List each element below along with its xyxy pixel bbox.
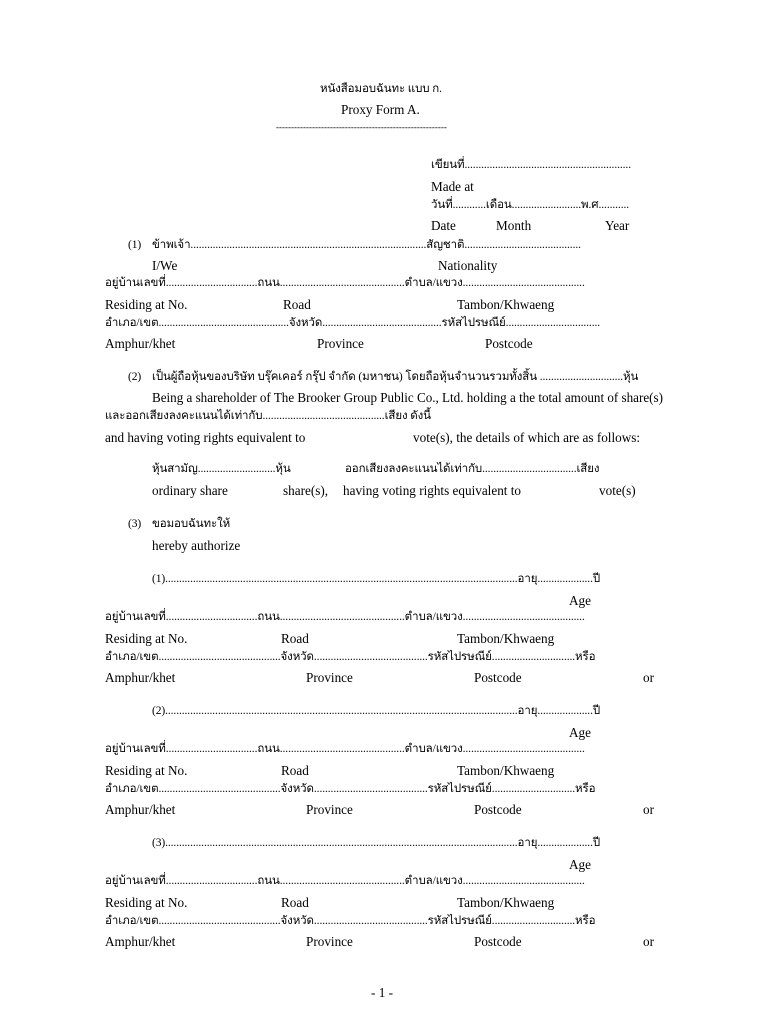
written-at-field[interactable]: เขียนที่............................................................ [431,159,631,171]
name-nationality-field[interactable]: ข้าพเจ้า.....................................................................................สัญชาติ.......................................... [152,239,581,251]
voting-rights-field[interactable]: และออกเสียงลงคะแนนได้เท่ากับ............................................เสียง ดังนี้ [105,410,431,422]
proxy-1-or-label: or [643,670,654,685]
proxy-2-amphur-label: Amphur/khet [105,802,176,817]
proxy-3-postcode-label: Postcode [474,934,522,949]
votes-details-label: vote(s), the details of which are as follows: [413,430,641,445]
address-row-field[interactable]: อยู่บ้านเลขที่.................................ถนน.............................................ตำบล/แขวง............................................ [105,277,585,289]
proxy-3-age-label: Age [569,857,591,872]
shareholder-text-en: Being a shareholder of The Brooker Group Public Co., Ltd. holding a the total amount of share(s) [152,390,663,405]
nationality-label: Nationality [438,258,498,273]
ordinary-share-label: ordinary share [152,483,228,498]
proxy-1-age-label: Age [569,593,591,608]
proxy-2-tambon-label: Tambon/Khwaeng [457,763,555,778]
amphur-label: Amphur/khet [105,336,176,351]
date-field[interactable]: วันที่............เดือน.........................พ.ศ........... [431,199,630,211]
year-label: Year [605,218,630,233]
form-title-thai: หนังสือมอบฉันทะ แบบ ก. [320,83,442,95]
district-row-field[interactable]: อำเภอ/เขต...............................................จังหวัด...........................................รหัสไปรษณีย์.................................. [105,317,601,329]
having-voting-rights-label: having voting rights equivalent to [343,483,522,498]
proxy-3-name-age-field[interactable]: (3)...............................................................................................................................อายุ....................ปี [152,837,601,849]
postcode-label: Postcode [485,336,533,351]
proxy-1-address-field[interactable]: อยู่บ้านเลขที่.................................ถนน.............................................ตำบล/แขวง............................................ [105,611,585,623]
proxy-2-address-field[interactable]: อยู่บ้านเลขที่.................................ถนน.............................................ตำบล/แขวง............................................ [105,743,585,755]
written-at-label: Made at [431,179,474,194]
proxy-2-name-age-field[interactable]: (2)...............................................................................................................................อายุ....................ปี [152,705,601,717]
proxy-1-district-field[interactable]: อำเภอ/เขต............................................จังหวัด.........................................รหัสไปรษณีย์..............................หรือ [105,651,596,663]
proxy-1-province-label: Province [306,670,353,685]
proxy-3-or-label: or [643,934,654,949]
proxy-3-tambon-label: Tambon/Khwaeng [457,895,555,910]
proxy-3-residing-label: Residing at No. [105,895,188,910]
authorize-label-en: hereby authorize [152,538,241,553]
proxy-1-postcode-label: Postcode [474,670,522,685]
province-label: Province [317,336,364,351]
proxy-1-amphur-label: Amphur/khet [105,670,176,685]
proxy-2-road-label: Road [281,763,309,778]
section-2-number: (2) [128,371,142,383]
proxy-1-name-age-field[interactable]: (1)...............................................................................................................................อายุ....................ปี [152,573,601,585]
road-label: Road [283,297,311,312]
title-underline: --------------------------------------------------------- [276,122,447,132]
proxy-2-age-label: Age [569,725,591,740]
form-title-english: Proxy Form A. [341,102,420,117]
ordinary-share-field[interactable]: หุ้นสามัญ............................หุ้น [152,463,291,475]
proxy-3-district-field[interactable]: อำเภอ/เขต............................................จังหวัด.........................................รหัสไปรษณีย์..............................หรือ [105,915,596,927]
section-1-number: (1) [128,239,142,251]
proxy-3-province-label: Province [306,934,353,949]
section-3-number: (3) [128,518,142,530]
date-label: Date [431,218,456,233]
ordinary-votes-field[interactable]: ออกเสียงลงคะแนนได้เท่ากับ..................................เสียง [345,463,600,475]
month-label: Month [496,218,532,233]
proxy-1-road-label: Road [281,631,309,646]
authorize-label-th: ขอมอบฉันทะให้ [152,518,231,530]
proxy-2-district-field[interactable]: อำเภอ/เขต............................................จังหวัด.........................................รหัสไปรษณีย์..............................หรือ [105,783,596,795]
proxy-2-province-label: Province [306,802,353,817]
proxy-1-residing-label: Residing at No. [105,631,188,646]
page-number: - 1 - [371,985,393,1000]
residing-label: Residing at No. [105,297,188,312]
proxy-2-or-label: or [643,802,654,817]
shares-label: share(s), [283,483,329,498]
tambon-label: Tambon/Khwaeng [457,297,555,312]
proxy-3-road-label: Road [281,895,309,910]
proxy-2-postcode-label: Postcode [474,802,522,817]
votes-label: vote(s) [599,483,636,498]
voting-rights-label: and having voting rights equivalent to [105,430,306,445]
proxy-2-residing-label: Residing at No. [105,763,188,778]
proxy-1-tambon-label: Tambon/Khwaeng [457,631,555,646]
iwe-label: I/We [152,258,178,273]
shareholder-field[interactable]: เป็นผู้ถือหุ้นของบริษัท บรุ๊คเคอร์ กรุ๊ป จำกัด (มหาชน) โดยถือหุ้นจำนวนรวมทั้งสิ้น ..............................หุ้น [152,371,639,383]
proxy-3-amphur-label: Amphur/khet [105,934,176,949]
proxy-3-address-field[interactable]: อยู่บ้านเลขที่.................................ถนน.............................................ตำบล/แขวง............................................ [105,875,585,887]
